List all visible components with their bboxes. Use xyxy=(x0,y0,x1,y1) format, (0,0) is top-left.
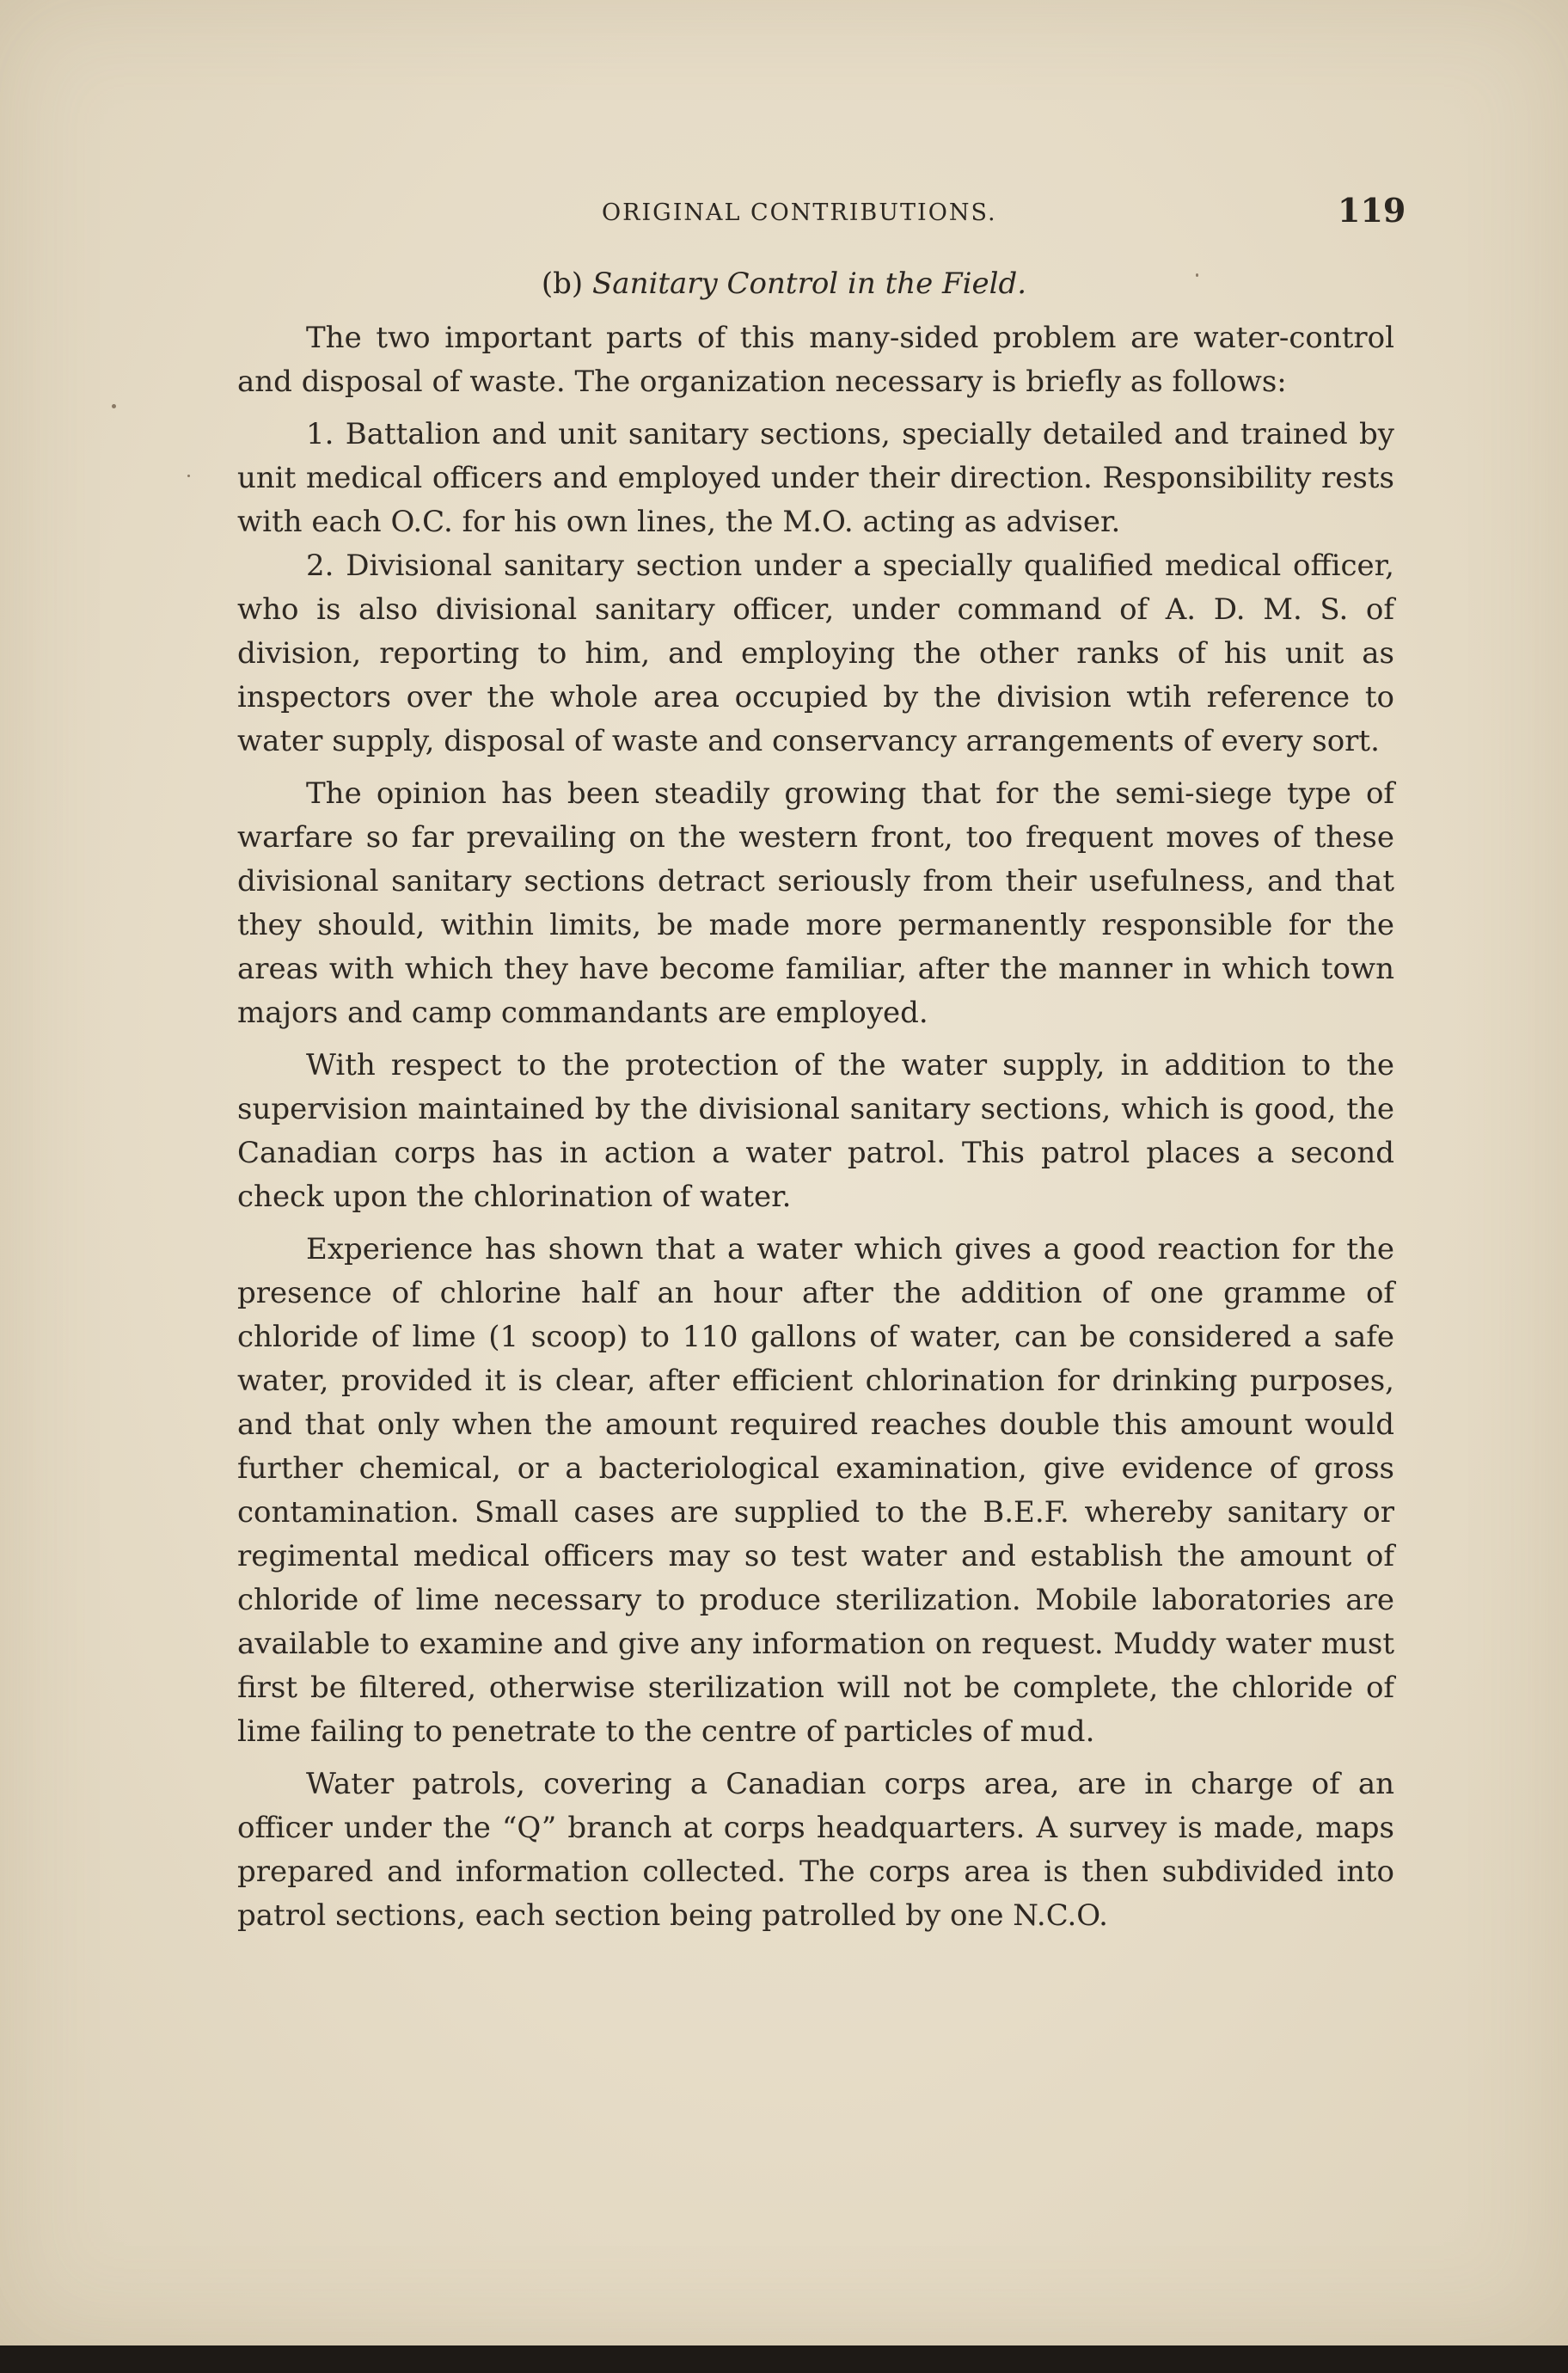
paragraph-item-2: 2. Divisional sanitary section under a specially qualified medical officer, who is also divisional sanitary officer, under command of A. D. M. S. of division, reporting to him, and employing the other ranks of his unit as inspectors over the whole area occupied by the division wtih reference to water supply, disposal of waste and conservancy arrangements of every sort. xyxy=(237,549,1394,758)
paragraph-water-patrols: Water patrols, covering a Canadian corps area, are in charge of an officer under the “Q” branch at corps headquarters. A survey is made, maps prepared and information collected. The corps area is then subdivided into patrol sections, each section being patrolled by one N.C.O. xyxy=(237,1767,1394,1933)
paragraph-item-1: 1. Battalion and unit sanitary sections, specially detailed and trained by unit medical officers and employed under their direction. Responsibility rests with each O.C. for his own lines, the M.O. acting as adviser. xyxy=(237,417,1394,539)
paper-speck xyxy=(187,475,190,477)
paragraph-opinion: The opinion has been steadily growing that for the semi-siege type of warfare so far prevailing on the western front, too frequent moves of these divisional sanitary sections detract seriously from their usefulness, and that they should, within limits, be made more permanently responsible for the areas with which they have become familiar, after the manner in which town majors and camp commandants are employed. xyxy=(237,776,1394,1030)
body-text xyxy=(237,316,1394,1947)
running-title: ORIGINAL CONTRIBUTIONS. xyxy=(602,199,997,226)
paper-speck xyxy=(1196,273,1198,277)
running-head xyxy=(0,191,1568,242)
paragraph-experience: Experience has shown that a water which gives a good reaction for the presence of chlorine half an hour after the addition of one gramme of chloride of lime (1 scoop) to 110 gallons of water, can be considered a safe water, provided it is clear, after efficient chlorination for drinking purposes, and that only when the amount required reaches double this amount would further chemical, or a bacteriological examination, give evidence of gross contamination. Small cases are supplied to the B.E.F. whereby sanitary or regimental medical officers may so test water and establish the amount of chloride of lime necessary to produce sterilization. Mobile laboratories are available to examine and give any information on request. Muddy water must first be filtered, otherwise sterilization will not be complete, the chloride of lime failing to penetrate to the centre of particles of mud. xyxy=(237,1232,1394,1749)
paper-speck xyxy=(112,404,116,408)
section-heading xyxy=(0,267,1568,301)
paragraph-intro: The two important parts of this many-sided problem are water-control and disposal of waste. The organization necessary is briefly as follows: xyxy=(237,321,1394,399)
section-title: Sanitary Control in the Field. xyxy=(592,267,1027,301)
page-number: 119 xyxy=(1338,191,1406,230)
page-bottom-edge xyxy=(0,2345,1568,2373)
paragraph-water-supply: With respect to the protection of the water supply, in addition to the supervision maintained by the divisional sanitary sections, which is good, the Canadian corps has in action a water patrol. This patrol places a second check upon the chlorination of water. xyxy=(237,1048,1394,1214)
section-prefix: (b) xyxy=(541,267,592,301)
